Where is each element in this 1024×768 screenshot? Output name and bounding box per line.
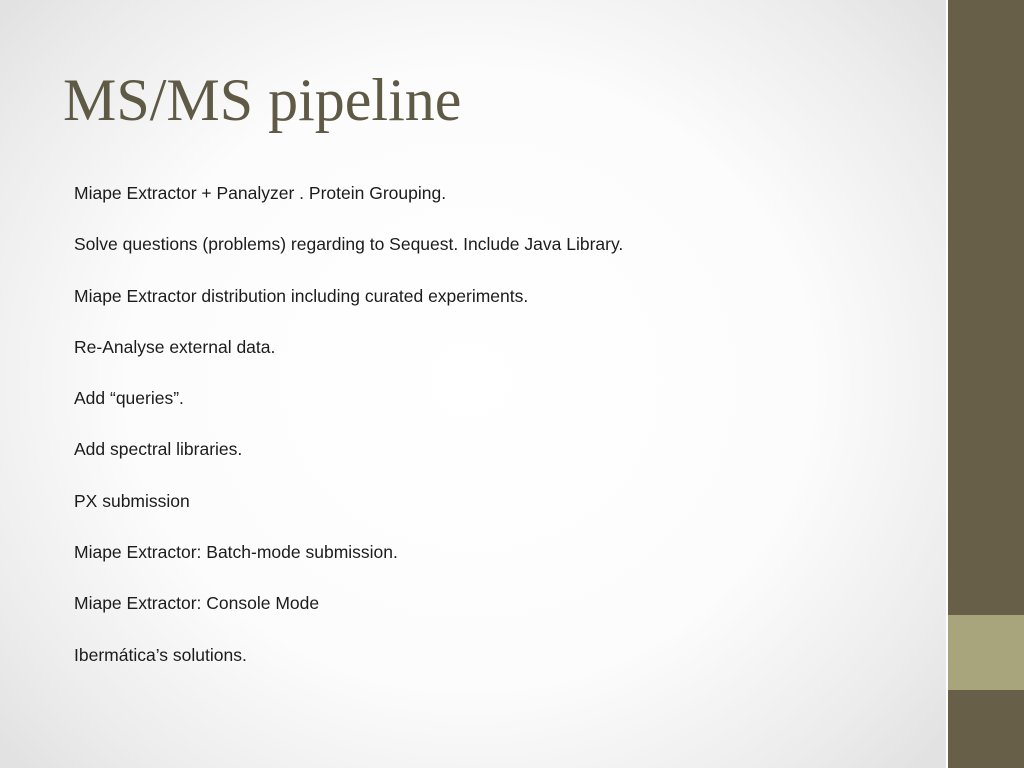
bullet-item: PX submission	[74, 490, 190, 511]
bullet-item: Ibermática’s solutions.	[74, 644, 247, 665]
slide-title: MS/MS pipeline	[63, 67, 462, 133]
bullet-item: Solve questions (problems) regarding to Sequest. Include Java Library.	[74, 234, 624, 255]
sidebar-accent-block	[948, 615, 1024, 690]
bullet-item: Re-Analyse external data.	[74, 336, 276, 357]
bullet-item: Add spectral libraries.	[74, 439, 243, 460]
bullet-item: Add “queries”.	[74, 388, 184, 409]
bullet-item: Miape Extractor: Batch-mode submission.	[74, 542, 398, 563]
bullet-item: Miape Extractor + Panalyzer . Protein Grouping.	[74, 183, 447, 203]
bullet-item: Miape Extractor: Console Mode	[74, 593, 320, 614]
bullet-item: Miape Extractor distribution including curated experiments.	[74, 285, 529, 306]
bullet-list	[74, 182, 623, 695]
